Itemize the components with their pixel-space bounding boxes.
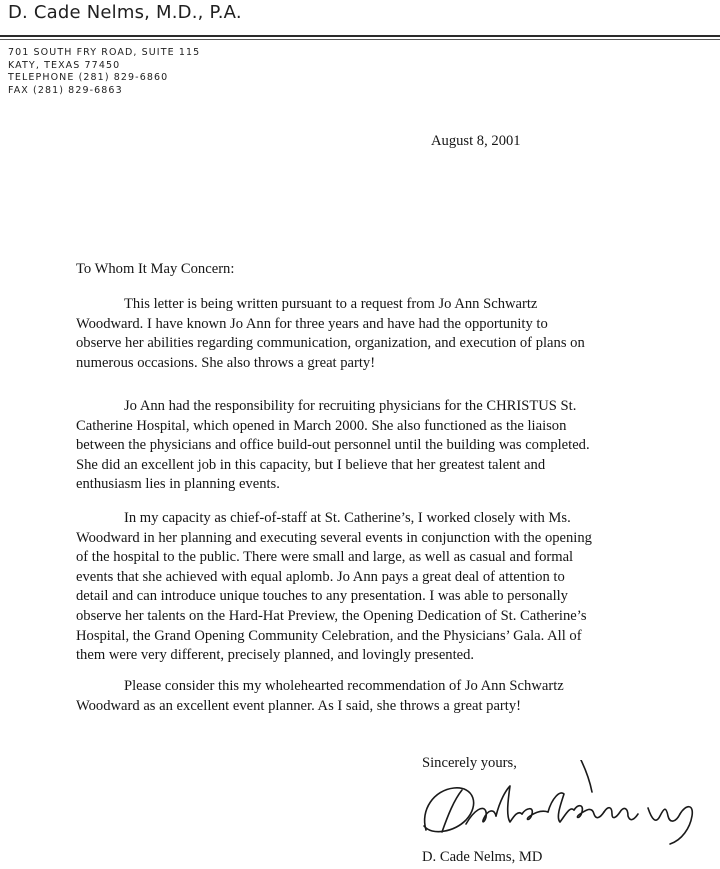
paragraph-line: Please consider this my wholehearted recommendation of Jo Ann Schwartz	[124, 678, 564, 694]
paragraph-line: of the hospital to the public. There were small and large, as well as casual and formal	[76, 549, 574, 566]
signature	[414, 760, 714, 852]
paragraph-line: Woodward as an excellent event planner. As I said, she throws a great party!	[76, 697, 522, 714]
address-city: KATY, TEXAS 77450	[8, 59, 121, 71]
address-telephone: TELEPHONE (281) 829-6860	[8, 72, 169, 83]
paragraph-2	[76, 397, 676, 495]
letterhead-rule-thin	[0, 39, 720, 40]
paragraph-line: This letter is being written pursuant to a request from Jo Ann Schwartz	[124, 296, 538, 312]
paragraph-line: between the physicians and office build-out personnel until the building was completed.	[76, 437, 590, 454]
paragraph-line: observe her talents on the Hard-Hat Preview, the Opening Dedication of St. Catherine’s	[76, 607, 587, 624]
paragraph-line: Hospital, the Grand Opening Community Celebration, and the Physicians’ Gala. All of	[76, 627, 582, 644]
paragraph-4	[76, 677, 676, 716]
letterhead-name: D. Cade Nelms, M.D., P.A.	[8, 2, 242, 23]
letterhead-rule	[0, 35, 720, 37]
closing: Sincerely yours,	[422, 755, 517, 771]
paragraph-line: detail and can introduce unique touches to any presentation. I was able to personally	[76, 588, 568, 605]
paragraph-line: Jo Ann had the responsibility for recruiting physicians for the CHRISTUS St.	[124, 398, 577, 414]
letterhead-address	[8, 47, 200, 97]
address-fax: FAX (281) 829-6863	[8, 84, 123, 96]
paragraph-line: In my capacity as chief-of-staff at St. Catherine’s, I worked closely with Ms.	[124, 510, 571, 526]
paragraph-line: them were very different, precisely planned, and lovingly presented.	[76, 647, 475, 664]
address-street: 701 SOUTH FRY ROAD, SUITE 115	[8, 47, 201, 58]
signer-name: D. Cade Nelms, MD	[422, 849, 543, 865]
paragraph-line: Woodward in her planning and executing several events in conjunction with the opening	[76, 529, 592, 546]
paragraph-line: Woodward. I have known Jo Ann for three years and have had the opportunity to	[76, 315, 548, 332]
paragraph-line: Catherine Hospital, which opened in March 2000. She also functioned as the liaison	[76, 417, 567, 434]
salutation: To Whom It May Concern:	[76, 261, 235, 277]
paragraph-1	[76, 295, 676, 373]
paragraph-line: events that she achieved with equal aplomb. Jo Ann pays a great deal of attention to	[76, 568, 565, 585]
paragraph-line: numerous occasions. She also throws a great party!	[76, 354, 376, 371]
paragraph-3	[76, 509, 676, 666]
letter-date: August 8, 2001	[431, 133, 521, 149]
paragraph-line: enthusiasm lies in planning events.	[76, 476, 280, 493]
paragraph-line: She did an excellent job in this capacity, but I believe that her greatest talent and	[76, 456, 546, 473]
paragraph-line: observe her abilities regarding communication, organization, and execution of plans on	[76, 335, 585, 352]
